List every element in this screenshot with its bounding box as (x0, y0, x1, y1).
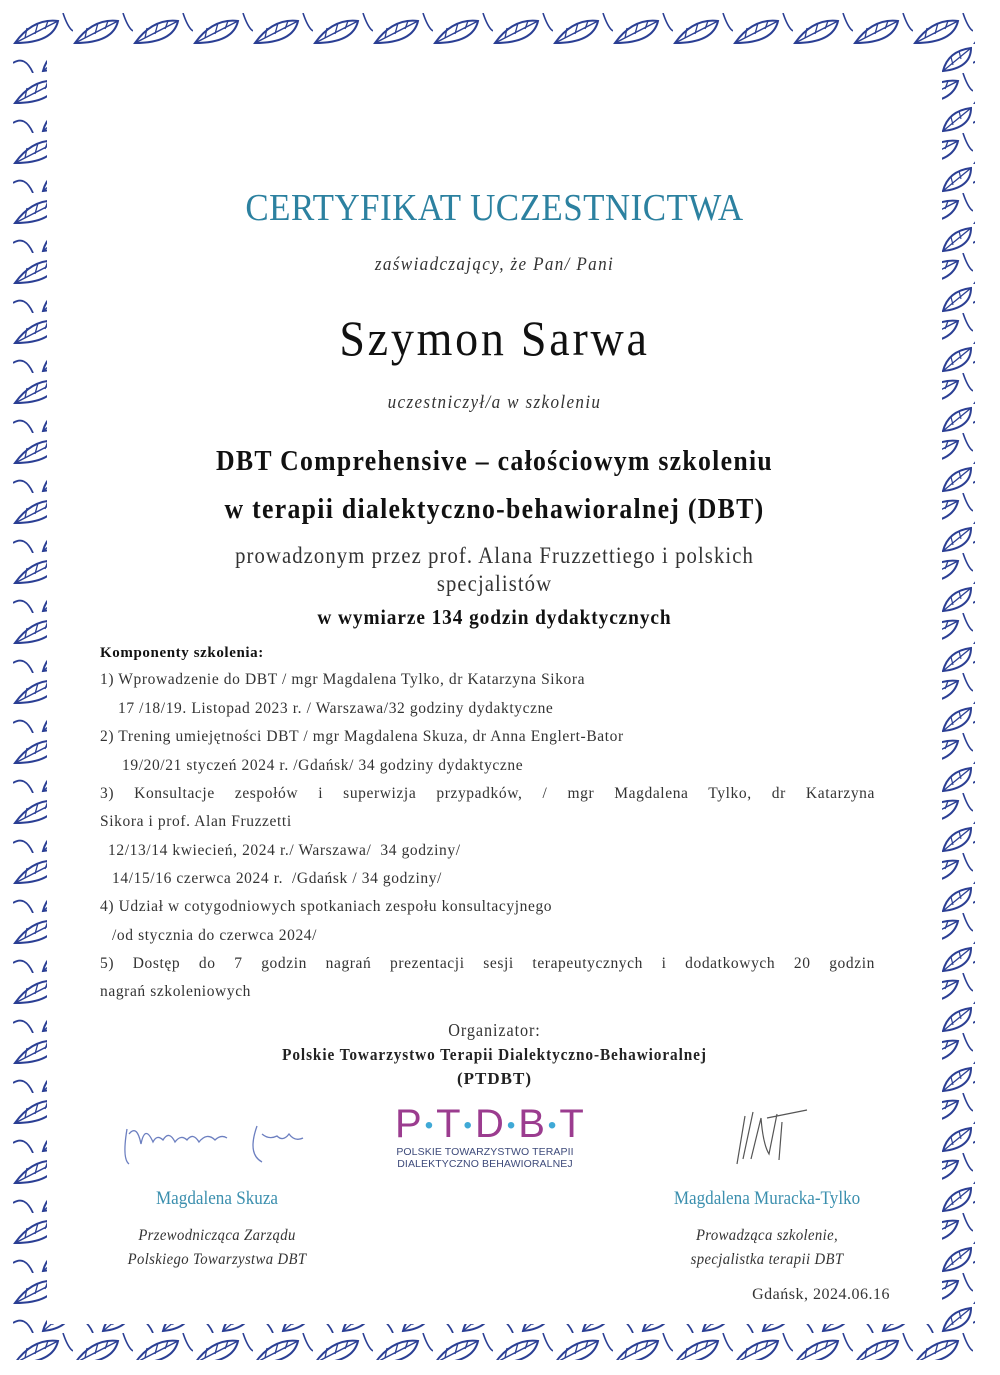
component-line: 1) Wprowadzenie do DBT / mgr Magdalena Tylko, dr Katarzyna Sikora (100, 671, 586, 688)
course-title-line2: w terapii dialektyczno-behawioralnej (DBT) (224, 494, 765, 525)
dot-icon: • (506, 1112, 517, 1140)
organizer-abbreviation: (PTDBT) (457, 1069, 532, 1088)
component-line: 3) Konsultacje zespołów i superwizja przypadków, / mgr Magdalena Tylko, dr Katarzyna (100, 785, 875, 802)
component-line: 14/15/16 czerwca 2024 r. /Gdańsk / 34 godziny/ (112, 870, 442, 887)
component-line: /od stycznia do czerwca 2024/ (112, 927, 318, 944)
signer-role-line: specjalistka terapii DBT (690, 1251, 844, 1268)
logo-letter: T (559, 1102, 585, 1146)
organizer-label: Organizator: (448, 1020, 541, 1040)
certificate-sheet (47, 44, 942, 1324)
signer-role-line: Prowadząca szkolenie, (695, 1227, 839, 1244)
logo-text-line1: POLSKIE TOWARZYSTWO TERAPII (396, 1146, 574, 1159)
signer-role-line: Przewodnicząca Zarządu (138, 1227, 296, 1244)
hours-line: w wymiarze 134 godzin dydaktycznych (317, 605, 672, 629)
logo-letter: D (474, 1102, 505, 1146)
led-by-line1: prowadzonym przez prof. Alana Fruzzettiego i polskich (235, 543, 754, 568)
ptdbt-logo (395, 1102, 585, 1171)
participant-name: Szymon Sarwa (339, 310, 650, 366)
participated-line: uczestniczył/a w szkoleniu (387, 392, 602, 413)
component-line: nagrań szkoleniowych (100, 983, 252, 1000)
dot-icon: • (547, 1112, 558, 1140)
component-line: 2) Trening umiejętności DBT / mgr Magdalena Skuza, dr Anna Englert-Bator (100, 728, 624, 745)
signatory-right (617, 1104, 917, 1272)
organizer-name: Polskie Towarzystwo Terapii Dialektyczno-Behawioralnej (282, 1045, 707, 1064)
signer-role (629, 1224, 905, 1272)
dot-icon: • (424, 1112, 435, 1140)
certificate-title: CERTYFIKAT UCZESTNICTWA (245, 187, 744, 229)
attest-line: zaświadczający, że Pan/ Pani (374, 254, 615, 275)
signature-muracka-tylko (617, 1104, 917, 1174)
dot-icon: • (463, 1112, 473, 1140)
signer-role (97, 1224, 336, 1272)
component-line: 17 /18/19. Listopad 2023 r. / Warszawa/32 godziny dydaktyczne (118, 700, 554, 717)
signer-name: Magdalena Muracka-Tylko (673, 1188, 861, 1209)
signer-name: Magdalena Skuza (155, 1188, 279, 1209)
component-line: 4) Udział w cotygodniowych spotkaniach zespołu konsultacyjnego (100, 898, 553, 915)
logo-letter: B (518, 1102, 546, 1146)
component-line: 5) Dostęp do 7 godzin nagrań prezentacji sesji terapeutycznych i dodatkowych 20 godzin (100, 955, 875, 972)
logo-letter: T (436, 1102, 462, 1146)
logo-letter: P (395, 1102, 423, 1146)
component-line: 12/13/14 kwiecień, 2024 r./ Warszawa/ 34 godziny/ (108, 842, 461, 859)
signatory-left (87, 1104, 347, 1272)
led-by-line2: specjalistów (436, 571, 553, 596)
course-title-line1: DBT Comprehensive – całościowym szkoleniu (215, 446, 774, 477)
signature-skuza (87, 1104, 347, 1174)
component-line: 19/20/21 styczeń 2024 r. /Gdańsk/ 34 godziny dydaktyczne (122, 757, 524, 774)
component-line: Sikora i prof. Alan Fruzzetti (100, 813, 292, 830)
signer-role-line: Polskiego Towarzystwa DBT (127, 1251, 307, 1268)
place-and-date: Gdańsk, 2024.06.16 (752, 1286, 890, 1303)
components-heading: Komponenty szkolenia: (100, 645, 264, 661)
logo-text-line2: DIALEKTYCZNO BEHAWIORALNEJ (397, 1158, 573, 1171)
logo-mark (395, 1102, 585, 1146)
